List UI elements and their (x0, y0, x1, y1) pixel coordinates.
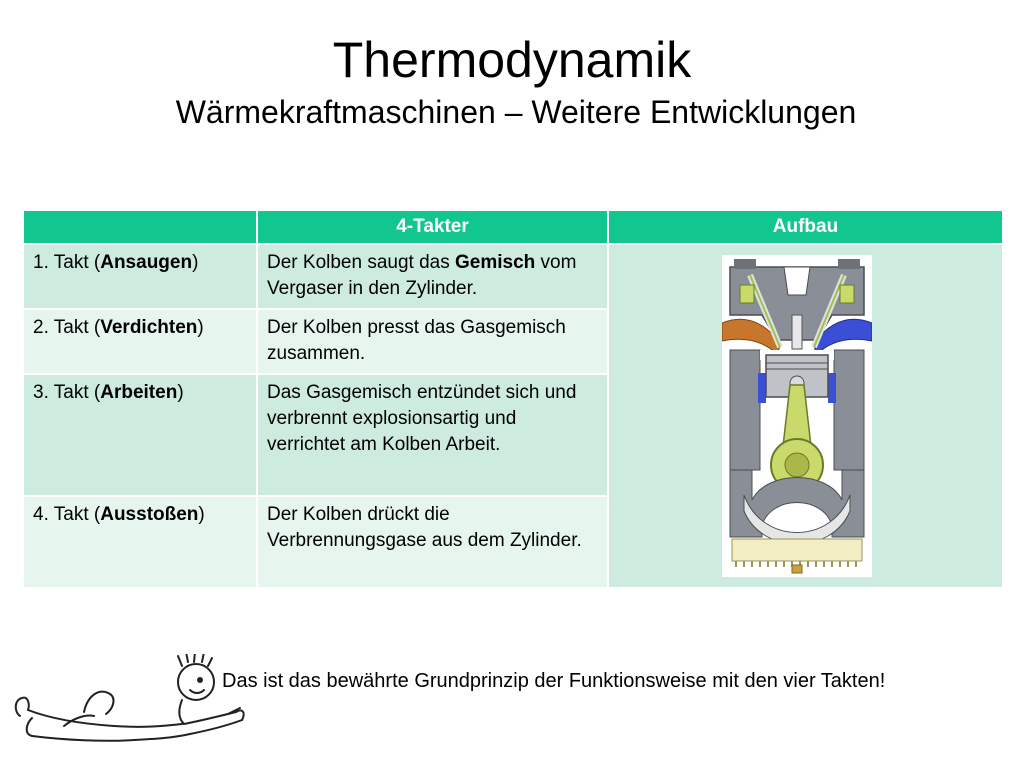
slide-subtitle: Wärmekraftmaschinen – Weitere Entwicklungen (175, 94, 857, 130)
table-header-row (23, 210, 1003, 244)
engine-image-cell (608, 244, 1003, 588)
takt-description-1: Der Kolben saugt das Gemisch vom Vergaser in den Zylinder. (257, 244, 608, 309)
table-row (23, 244, 1003, 309)
header-4-takter: 4-Takter (257, 210, 608, 244)
header-empty (23, 210, 257, 244)
engine-cross-section-image (722, 255, 872, 577)
slide-title: Thermodynamik (332, 32, 692, 88)
takt-name-4: 4. Takt (Ausstoßen) (23, 496, 257, 588)
takt-name-3: 3. Takt (Arbeiten) (23, 374, 257, 496)
reclining-person-illustration (14, 654, 246, 762)
footer-text: Das ist das bewährte Grundprinzip der Funktionsweise mit den vier Takten! (222, 670, 886, 692)
four-stroke-table (22, 209, 1004, 589)
takt-name-1: 1. Takt (Ansaugen) (23, 244, 257, 309)
takt-description-2: Der Kolben presst das Gasgemisch zusammen. (257, 309, 608, 374)
takt-description-4: Der Kolben drückt die Verbrennungsgase aus dem Zylinder. (257, 496, 608, 588)
takt-name-2: 2. Takt (Verdichten) (23, 309, 257, 374)
header-aufbau: Aufbau (608, 210, 1003, 244)
takt-description-3: Das Gasgemisch entzündet sich und verbrennt explosionsartig und verrichtet am Kolben Arbeit. (257, 374, 608, 496)
